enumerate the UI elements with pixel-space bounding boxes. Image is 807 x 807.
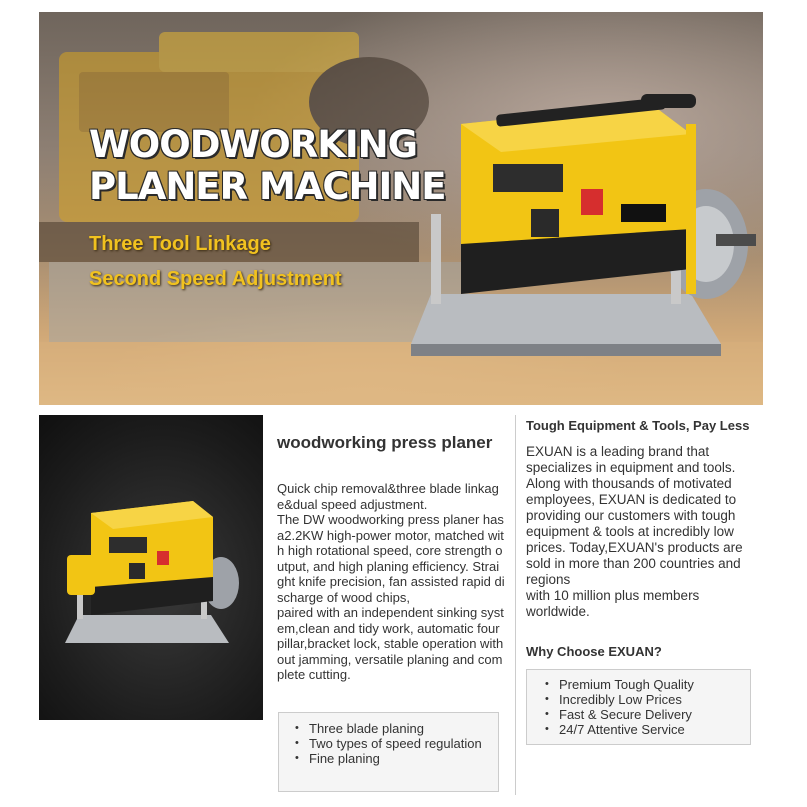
why-item: • Premium Tough Quality (545, 677, 735, 692)
feature-item: • Two types of speed regulation (295, 736, 485, 751)
why-list (545, 677, 735, 737)
banner-tagline-1: Three Tool Linkage (89, 233, 271, 255)
why-list-box (526, 669, 751, 745)
feature-item: • Three blade planing (295, 721, 485, 736)
feature-list-box (278, 712, 499, 792)
headline-line-2: PLANER MACHINE (89, 165, 446, 208)
banner-tagline-2: Second Speed Adjustment (89, 268, 342, 290)
headline-line-1: WOODWORKING (89, 123, 417, 166)
product-description: Quick chip removal&three blade linkage&dual speed adjustment. The DW woodworking press planer has a2.2KW high-power motor, matched with high rotational speed, core strength output, and high planing efficiency. Straight knife precision, fan assisted rapid discharge of wood chips, paired with an independent sinking system,clean and tidy work, automatic four pillar,bracket lock, stable operation without jamming, versatile planing and complete cutting. (277, 481, 505, 682)
planer-product-image (61, 495, 241, 650)
product-title: woodworking press planer (277, 433, 493, 452)
product-photo (39, 415, 263, 720)
hero-banner (39, 12, 763, 405)
why-heading: Why Choose EXUAN? (526, 644, 662, 659)
banner-headline (89, 124, 446, 208)
about-text: EXUAN is a leading brand that specializes in equipment and tools. Along with thousands of motivated employees, EXUAN is dedicated to providing our customers with tough equipment & tools at incredibly low prices. Today,EXUAN's products are sold in more than 200 countries and regions with 10 million plus members worldwide. (526, 444, 743, 619)
about-heading: Tough Equipment & Tools, Pay Less (526, 418, 750, 433)
planer-machine-image (401, 94, 761, 369)
feature-list (295, 721, 485, 766)
column-divider (515, 415, 516, 795)
why-item: • Incredibly Low Prices (545, 692, 735, 707)
feature-item: • Fine planing (295, 751, 485, 766)
why-item: • Fast & Secure Delivery (545, 707, 735, 722)
why-item: • 24/7 Attentive Service (545, 722, 735, 737)
